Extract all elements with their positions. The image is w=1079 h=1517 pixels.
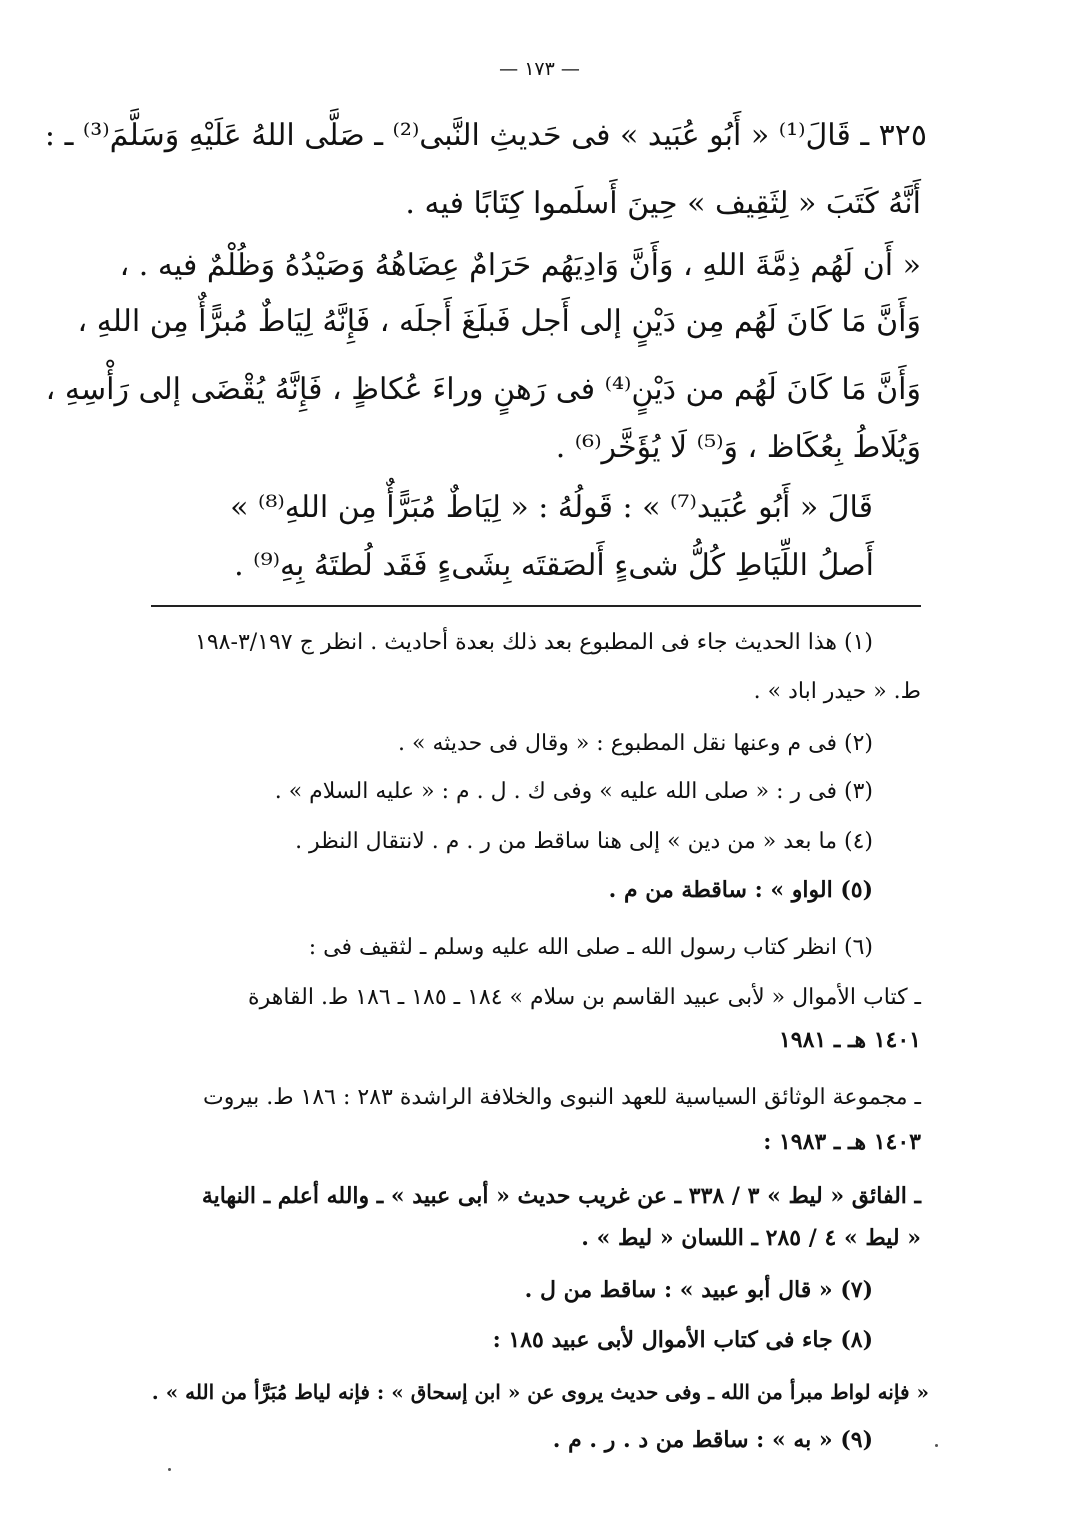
footnote-6-ref-1-date: ١٤٠١ هـ ـ ١٩٨١ [778, 1027, 921, 1053]
footnote-separator [151, 605, 921, 607]
footnote-6-ref-2: ـ مجموعة الوثائق السياسية للعهد النبوى والخلافة الراشدة ٢٨٣ : ١٨٦ ط. بيروت [202, 1085, 921, 1110]
scan-speck [935, 1444, 938, 1447]
footnote-4: (٤) ما بعد « من دين » إلى هنا ساقط من ر . م . لانتقال النظر . [295, 829, 873, 854]
footnote-7: (٧) « قال أبو عبيد » : ساقط من ل . [524, 1277, 873, 1303]
footnote-3: (٣) فى ر : « صلى الله عليه » وفى ك . ل . م : « عليه السلام » . [274, 779, 873, 804]
scan-speck [168, 1468, 171, 1471]
footnote-9: (٩) « به » : ساقط من د . ر . م . [552, 1427, 873, 1453]
main-text-line-1: ٣٢٥ ـ قَالَ⁽¹⁾ « أَبُو عُبَيد » فى حَديثِ النَّبى⁽²⁾ ـ صَلَّى اللهُ عَلَيْهِ وَسَلَّمَ⁽³⁾ ـ : [44, 118, 927, 153]
footnote-6-ref-3-cont: « ليط » ٤ / ٢٨٥ ـ اللسان « ليط » . [581, 1225, 921, 1251]
page-number: — ١٧٣ — [499, 58, 580, 80]
footnote-6-ref-3: ـ الفائق « ليط » ٣ / ٣٣٨ ـ عن غريب حديث « أبى عبيد » ـ والله أعلم ـ النهاية [201, 1183, 921, 1209]
footnote-5: (٥) الواو » : ساقطة من م . [608, 877, 873, 903]
main-text-line-7: قَالَ « أَبُو عُبَيد⁽⁷⁾ » : قَولُهُ : « لِيَاطٌ مُبَرًّأٌ مِن اللهِ⁽⁸⁾ » [230, 490, 873, 525]
footnote-6: (٦) انظر كتاب رسول الله ـ صلى الله عليه وسلم ـ لثقيف فى : [308, 935, 873, 960]
footnote-6-ref-2-date: ١٤٠٣ هـ ـ ١٩٨٣ : [763, 1129, 921, 1155]
footnote-8-quote: « فإنه لواط مبرأ من الله ـ وفى حديث يروى عن « ابن إسحاق » : فإنه لياط مُبَرَّأ من الله » . [151, 1380, 929, 1404]
main-text-line-8: أَصلُ اللِّيَاطِ كُلُّ شىءٍ أَلصَقتَه بِشَىءٍ فَقَد لُطتَهُ بِهِ⁽⁹⁾ . [234, 548, 874, 583]
footnote-6-ref-1: ـ كتاب الأموال « لأبى عبيد القاسم بن سلام » ١٨٤ ـ ١٨٥ ـ ١٨٦ ط. القاهرة [248, 985, 921, 1010]
main-text-line-2: أَنَّهُ كَتَبَ « لِثَقِيف » حِينَ أَسلَموا كِتَابًا فيه . [405, 186, 921, 221]
main-text-line-3: « أَن لَهُم ذِمَّةَ اللهِ ، وَأَنَّ وَادِيَهُم حَرَامٌ عِضَاهُهُ وَصَيْدُهُ وَظُلْمٌ فيه . ، [119, 248, 921, 283]
main-text-line-5: وَأَنَّ مَا كَانَ لَهُم من دَيْنٍ⁽⁴⁾ فى رَهنٍ وراءَ عُكاظٍ ، فَإِنَّهُ يُقْضَى إلى رَأْسِهِ ، [45, 372, 921, 407]
main-text-line-4: وَأَنَّ مَا كَانَ لَهُم مِن دَيْنٍ إلى أَجل فَبلَغَ أَجلَه ، فَإِنَّهُ لِيَاطٌ مُبرًّأٌ مِن اللهِ ، [77, 304, 921, 339]
footnote-2: (٢) فى م وعنها نقل المطبوع : « وقال فى حديثه » . [398, 731, 873, 756]
main-text-line-6: وَيُلَاطُ بِعُكَاظ ، وَ⁽⁵⁾ لَا يُؤَخَّر⁽⁶⁾ . [555, 430, 921, 465]
footnote-1-line-2: ط. « حيدر اباد » . [753, 679, 921, 704]
footnote-1-line-1: (١) هذا الحديث جاء فى المطبوع بعد ذلك بعدة أحاديث . انظر ج ٣/١٩٧-١٩٨ [195, 630, 873, 655]
footnote-8: (٨) جاء فى كتاب الأموال لأبى عبيد ١٨٥ : [492, 1327, 873, 1353]
